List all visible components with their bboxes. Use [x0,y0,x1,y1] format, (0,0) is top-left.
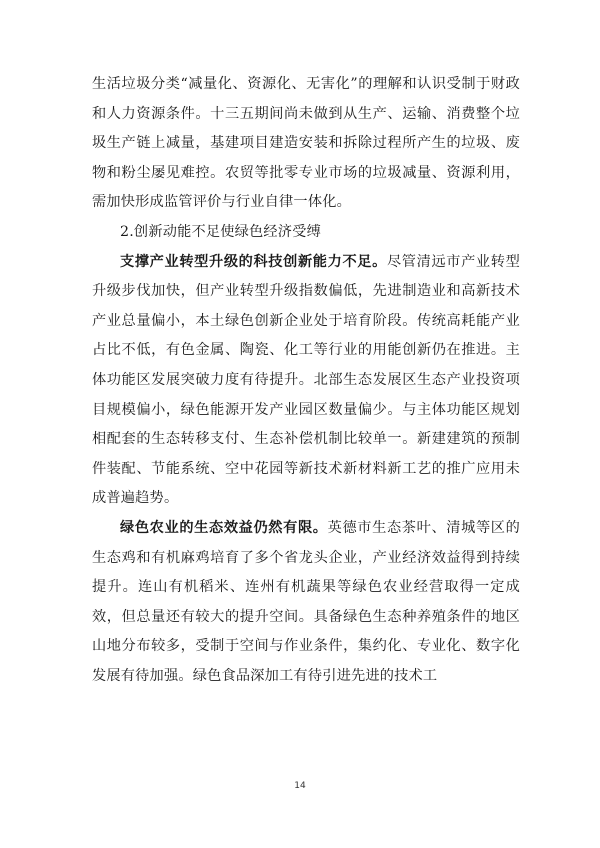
paragraph-tech-innovation [92,248,520,514]
paragraph-lead-tech: 支撑产业转型升级的科技创新能力不足。 [120,253,387,270]
page-body [92,70,520,691]
paragraph-waste-classification: 生活垃圾分类“减量化、资源化、无害化”的理解和认识受制于财政和人力资源条件。十三五期间尚未做到从生产、运输、消费整个垃圾生产链上减量，基建项目建造安装和拆除过程所产生的垃圾、废物和粉尘屡见难控。农贸等批零专业市场的垃圾减量、资源利用，需加快形成监管评价与行业自律一体化。 [92,76,520,211]
paragraph-green-agriculture [92,514,520,692]
section-heading: 2.创新动能不足使绿色经济受缚 [120,223,321,240]
paragraph-body-agriculture: 英德市生态茶叶、清城等区的生态鸡和有机麻鸡培育了多个省龙头企业，产业经济效益得到持续提升。连山有机稻米、连州有机蔬果等绿色农业经营取得一定成效，但总量还有较大的提升空间。具备绿色生态种养殖条件的地区山地分布较多，受制于空间与作业条件，集约化、专业化、数字化发展有待加强。绿色食品深加工有待引进先进的技术工 [92,519,520,684]
page-number: 14 [294,781,306,791]
paragraph-lead-agriculture: 绿色农业的生态效益仍然有限。 [120,519,328,536]
paragraph-body-tech: 尽管清远市产业转型升级步伐加快，但产业转型升级指数偏低，先进制造业和高新技术产业总量偏小，本土绿色创新企业处于培育阶段。传统高耗能产业占比不低，有色金属、陶瓷、化工等行业的用能创新仍在推进。主体功能区发展突破力度有待提升。北部生态发展区生态产业投资项目规模偏小，绿色能源开发产业园区数量偏少。与主体功能区规划相配套的生态转移支付、生态补偿机制比较单一。新建建筑的预制件装配、节能系统、空中花园等新技术新材料新工艺的推广应用未成普遍趋势。 [92,253,520,507]
